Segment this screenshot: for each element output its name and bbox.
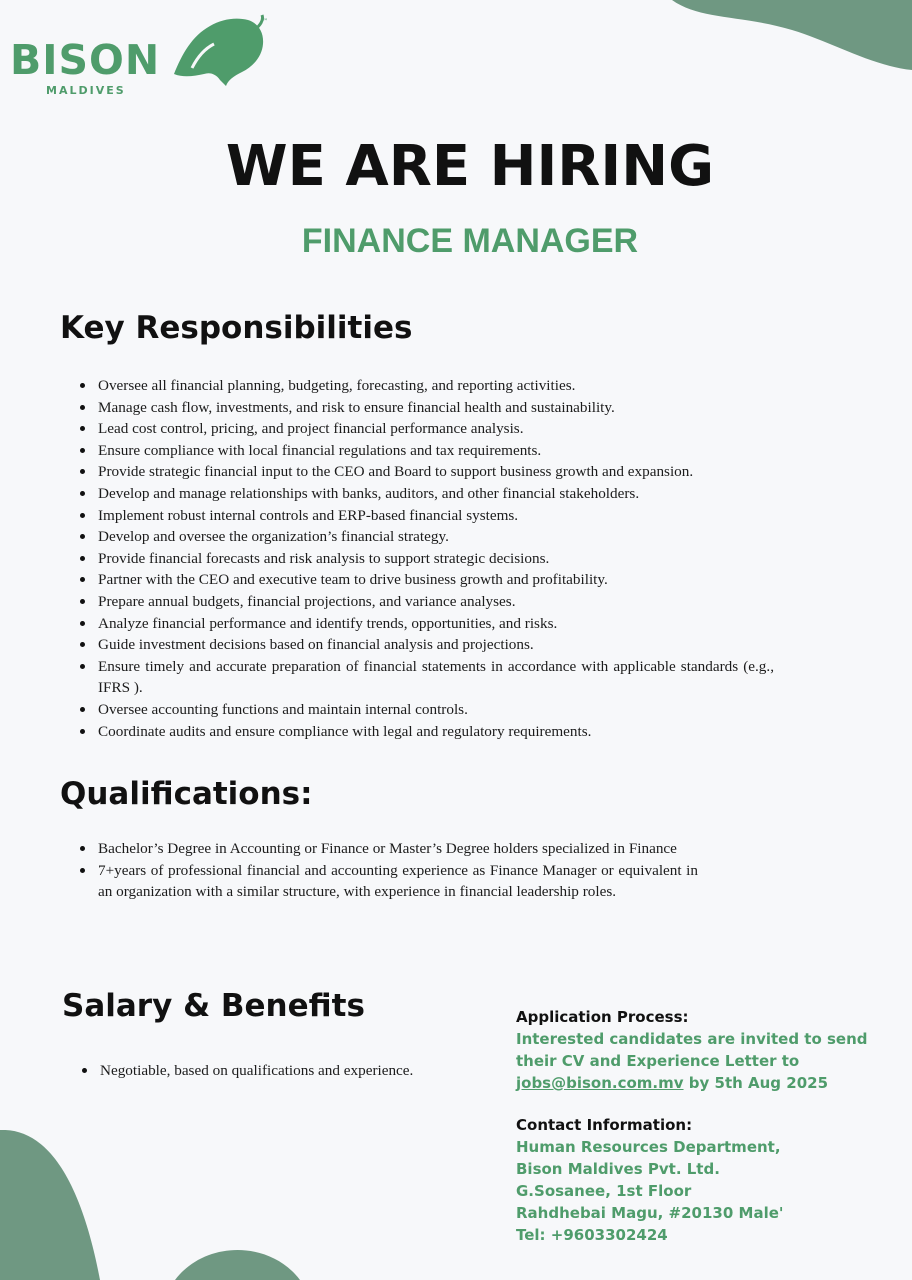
- list-item: Analyze financial performance and identify trends, opportunities, and risks.: [78, 613, 774, 635]
- logo-subtitle: MALDIVES: [46, 84, 126, 97]
- job-title: FINANCE MANAGER: [301, 222, 639, 260]
- list-item: Guide investment decisions based on financial analysis and projections.: [78, 634, 774, 656]
- application-email-link[interactable]: jobs@bison.com.mv: [516, 1074, 684, 1092]
- list-item: Coordinate audits and ensure compliance with legal and regulatory requirements.: [78, 721, 774, 743]
- corner-decoration-bottom-left: [0, 1130, 300, 1280]
- list-item: Develop and oversee the organization’s financial strategy.: [78, 526, 774, 548]
- svg-text:™: ™: [262, 18, 268, 25]
- corner-decoration-top-right: [672, 0, 912, 70]
- application-text: [516, 1028, 876, 1094]
- logo-wordmark: BISON: [10, 36, 161, 84]
- contact-line: G.Sosanee, 1st Floor: [516, 1182, 692, 1200]
- list-item: Prepare annual budgets, financial projections, and variance analyses.: [78, 591, 774, 613]
- application-label: Application Process:: [516, 1008, 689, 1026]
- list-item: Provide financial forecasts and risk analysis to support strategic decisions.: [78, 548, 774, 570]
- contact-line: Rahdhebai Magu, #20130 Male': [516, 1204, 784, 1222]
- responsibilities-list: [78, 375, 774, 742]
- list-item: Ensure compliance with local financial regulations and tax requirements.: [78, 440, 774, 462]
- list-item: Bachelor’s Degree in Accounting or Finance or Master’s Degree holders specialized in Finance: [78, 838, 698, 860]
- qualifications-heading: Qualifications:: [60, 776, 313, 812]
- application-deadline: by 5th Aug 2025: [683, 1074, 829, 1092]
- list-item: Oversee all financial planning, budgeting, forecasting, and reporting activities.: [78, 375, 774, 397]
- list-item: Manage cash flow, investments, and risk to ensure financial health and sustainability.: [78, 397, 774, 419]
- responsibilities-heading: Key Responsibilities: [60, 310, 413, 346]
- page-headline: WE ARE HIRING: [225, 134, 715, 199]
- list-item: Develop and manage relationships with banks, auditors, and other financial stakeholders.: [78, 483, 774, 505]
- contact-phone: Tel: +9603302424: [516, 1226, 668, 1244]
- list-item: Oversee accounting functions and maintain internal controls.: [78, 699, 774, 721]
- salary-list: [80, 1060, 480, 1082]
- company-logo: [10, 14, 270, 104]
- application-instructions: Interested candidates are invited to send their CV and Experience Letter to: [516, 1030, 868, 1070]
- application-info: [516, 1006, 876, 1246]
- contact-line: Human Resources Department,: [516, 1138, 781, 1156]
- list-item: Ensure timely and accurate preparation of financial statements in accordance with applicable standards (e.g., IFRS ).: [78, 656, 774, 699]
- qualifications-list: [78, 838, 698, 903]
- list-item: Provide strategic financial input to the CEO and Board to support business growth and expansion.: [78, 461, 774, 483]
- salary-heading: Salary & Benefits: [62, 988, 365, 1024]
- list-item: Partner with the CEO and executive team to drive business growth and profitability.: [78, 569, 774, 591]
- list-item: Lead cost control, pricing, and project financial performance analysis.: [78, 418, 774, 440]
- contact-label: Contact Information:: [516, 1116, 693, 1134]
- list-item: Implement robust internal controls and ERP-based financial systems.: [78, 505, 774, 527]
- list-item: Negotiable, based on qualifications and experience.: [80, 1060, 480, 1082]
- list-item: 7+years of professional financial and accounting experience as Finance Manager or equivalent in an organization with a similar structure, with experience in financial leadership roles.: [78, 860, 698, 903]
- contact-line: Bison Maldives Pvt. Ltd.: [516, 1160, 720, 1178]
- bison-head-icon: [170, 14, 270, 86]
